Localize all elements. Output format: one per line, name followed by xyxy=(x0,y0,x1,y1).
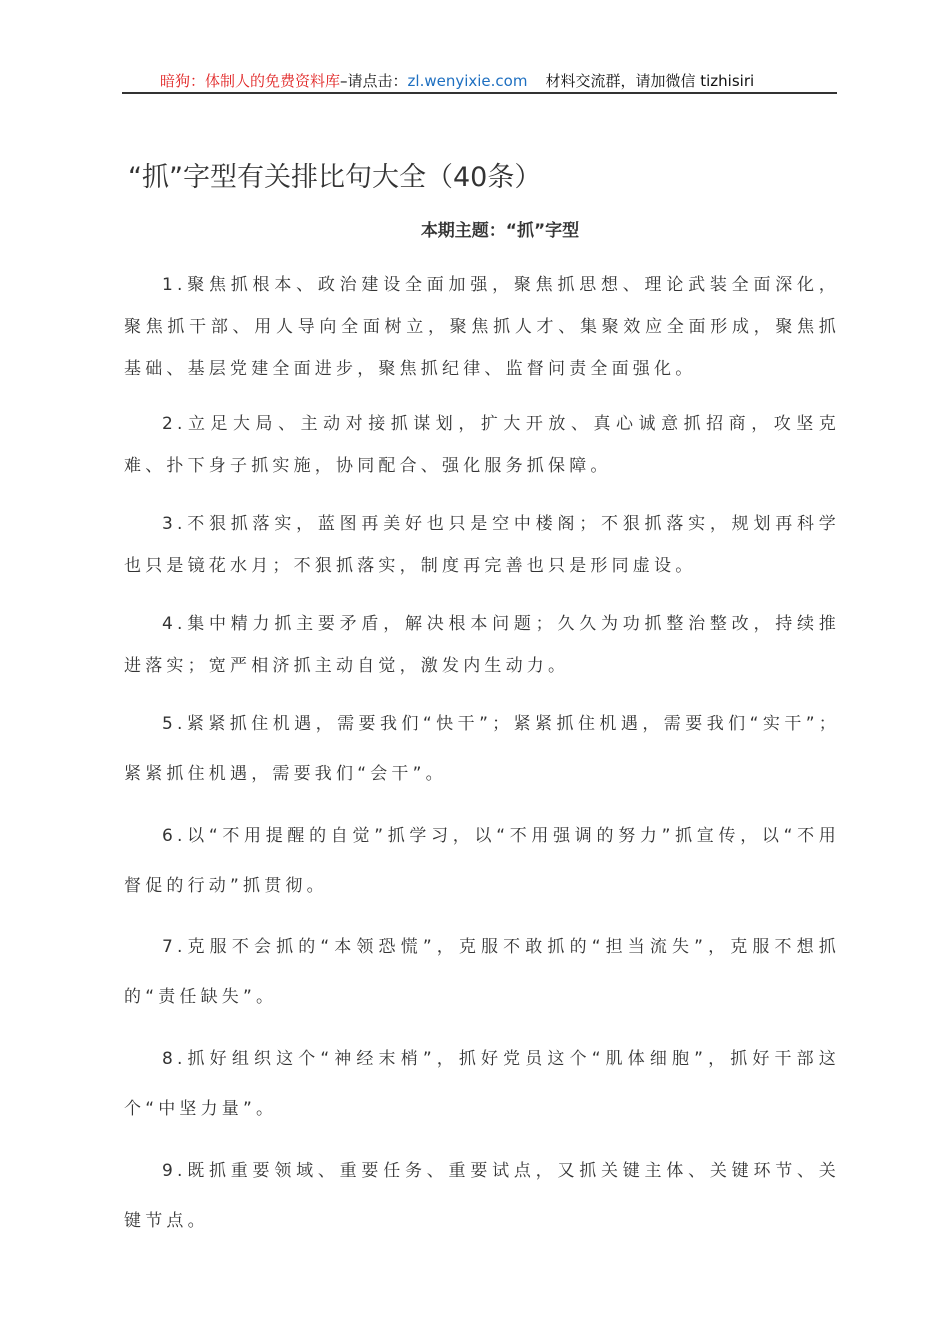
list-item: 9.既抓重要领域、重要任务、重要试点，又抓关键主体、关键环节、关键节点。 xyxy=(124,1161,840,1231)
list-item: 5.紧紧抓住机遇，需要我们“快干”；紧紧抓住机遇，需要我们“实干”；紧紧抓住机遇，需要我们“会干”。 xyxy=(124,714,840,784)
list-item: 6.以“不用提醒的自觉”抓学习，以“不用强调的努力”抓宣传，以“不用督促的行动”抓贯彻。 xyxy=(124,826,840,896)
list-item: 1.聚焦抓根本、政治建设全面加强，聚焦抓思想、理论武装全面深化，聚焦抓干部、用人导向全面树立，聚焦抓人才、集聚效应全面形成，聚焦抓基础、基层党建全面进步，聚焦抓纪律、监督问责全面强化。 xyxy=(124,275,840,379)
header-link[interactable]: zl.wenyixie.com xyxy=(407,72,528,90)
page-header xyxy=(160,70,754,91)
header-wechat: 材料交流群，请加微信 tizhisiri xyxy=(545,72,755,90)
subtitle: 本期主题：“抓”字型 xyxy=(420,221,580,241)
page-title: “抓”字型有关排比句大全（40条） xyxy=(128,162,542,193)
list-item: 2.立足大局、主动对接抓谋划，扩大开放、真心诚意抓招商，攻坚克难、扑下身子抓实施，协同配合、强化服务抓保障。 xyxy=(124,414,840,476)
header-brand: 暗狗：体制人的免费资料库 xyxy=(160,72,341,90)
header-divider xyxy=(122,92,837,94)
list-item: 7.克服不会抓的“本领恐慌”，克服不敢抓的“担当流失”，克服不想抓的“责任缺失”。 xyxy=(124,937,840,1007)
list-item: 4.集中精力抓主要矛盾，解决根本问题；久久为功抓整治整改，持续推进落实；宽严相济抓主动自觉，激发内生动力。 xyxy=(124,614,840,676)
header-click: –请点击： xyxy=(340,72,408,90)
list-item: 3.不狠抓落实，蓝图再美好也只是空中楼阁；不狠抓落实，规划再科学也只是镜花水月；不狠抓落实，制度再完善也只是形同虚设。 xyxy=(124,514,840,576)
list-item: 8.抓好组织这个“神经末梢”，抓好党员这个“肌体细胞”，抓好干部这个“中坚力量”。 xyxy=(124,1049,840,1119)
